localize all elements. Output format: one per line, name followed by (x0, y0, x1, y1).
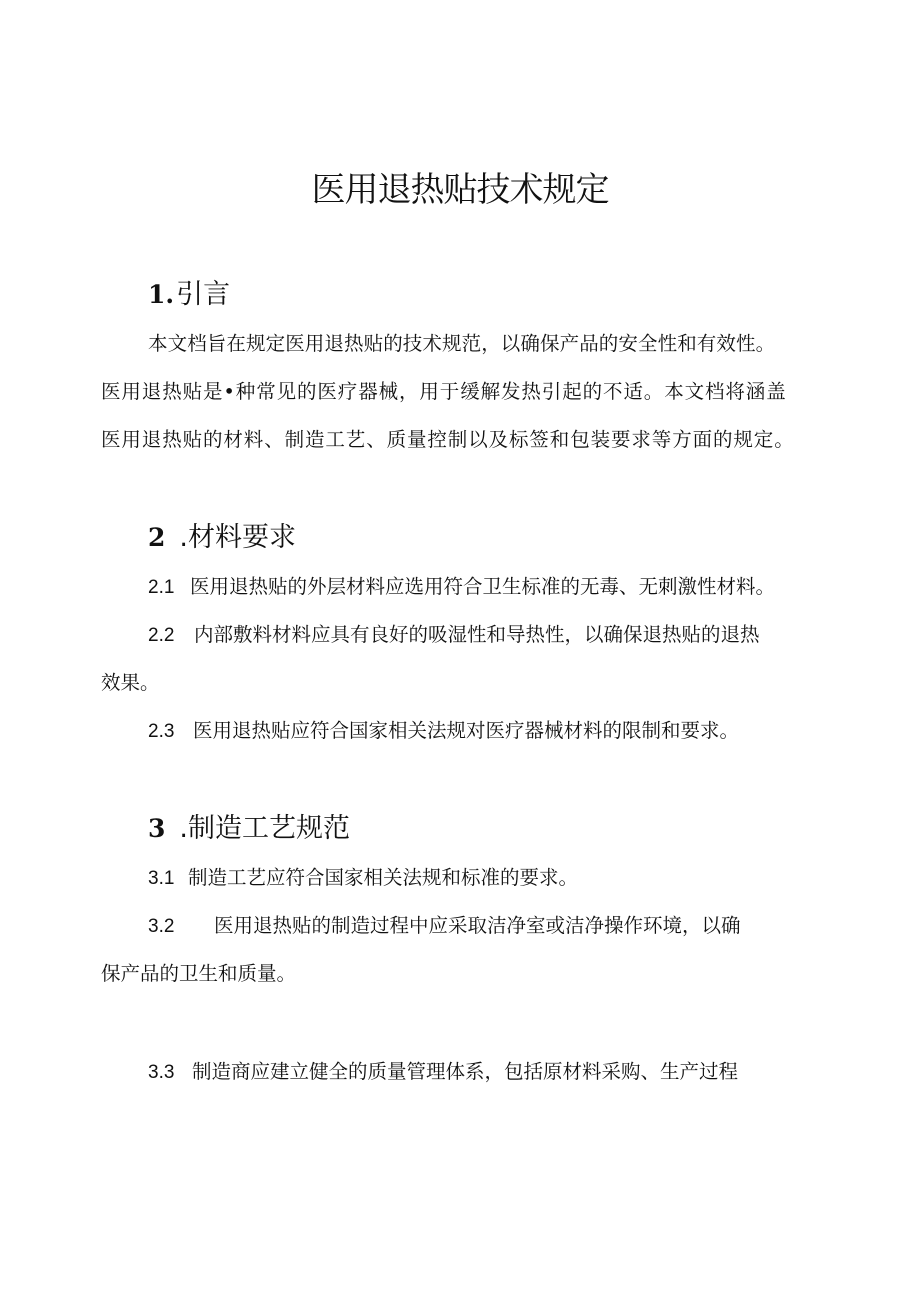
item-2-2-text: 内部敷料材料应具有良好的吸湿性和导热性，以确保退热贴的退热 (194, 623, 760, 646)
section-1-heading (148, 281, 230, 308)
item-2-3-number: 2.3 (148, 721, 175, 742)
section-2-heading (148, 524, 296, 551)
section-1-line-2: 医用退热贴是•种常见的医疗器械，用于缓解发热引起的不适。本文档将涵盖 (101, 380, 787, 403)
section-2-title: .材料要求 (179, 522, 296, 553)
document-title: 医用退热贴技术规定 (311, 170, 609, 210)
item-3-1-number: 3.1 (148, 868, 175, 889)
item-3-1-text: 制造工艺应符合国家相关法规和标准的要求。 (188, 866, 579, 889)
item-3-3 (148, 1062, 738, 1082)
section-2-number: 2 (148, 523, 166, 552)
item-3-3-number: 3.3 (148, 1062, 175, 1083)
section-3-title: .制造工艺规范 (179, 813, 350, 844)
section-3-heading (148, 815, 350, 842)
item-2-1 (148, 577, 775, 597)
item-2-3-text: 医用退热贴应符合国家相关法规对医疗器械材料的限制和要求。 (193, 719, 740, 742)
item-2-3 (148, 721, 739, 741)
item-3-1 (148, 868, 578, 888)
item-2-2 (148, 625, 760, 645)
section-1-number: 1. (148, 280, 175, 309)
item-3-2 (148, 916, 741, 936)
section-1-line-1: 本文档旨在规定医用退热贴的技术规范，以确保产品的安全性和有效性。 (148, 332, 776, 355)
item-3-2-text: 医用退热贴的制造过程中应采取洁净室或洁净操作环境，以确 (214, 914, 741, 937)
item-3-2-continuation: 保产品的卫生和质量。 (101, 962, 297, 985)
item-2-2-number: 2.2 (148, 625, 175, 646)
item-2-2-continuation: 效果。 (101, 671, 160, 694)
item-3-2-number: 3.2 (148, 916, 175, 937)
item-3-3-text: 制造商应建立健全的质量管理体系，包括原材料采购、生产过程 (192, 1060, 739, 1083)
item-2-1-text: 医用退热贴的外层材料应选用符合卫生标准的无毒、无刺激性材料。 (190, 575, 776, 598)
section-1-title: 引言 (176, 279, 231, 310)
section-1-line-3: 医用退热贴的材料、制造工艺、质量控制以及标签和包装要求等方面的规定。 (101, 428, 795, 451)
item-2-1-number: 2.1 (148, 577, 175, 598)
section-3-number: 3 (148, 814, 166, 843)
